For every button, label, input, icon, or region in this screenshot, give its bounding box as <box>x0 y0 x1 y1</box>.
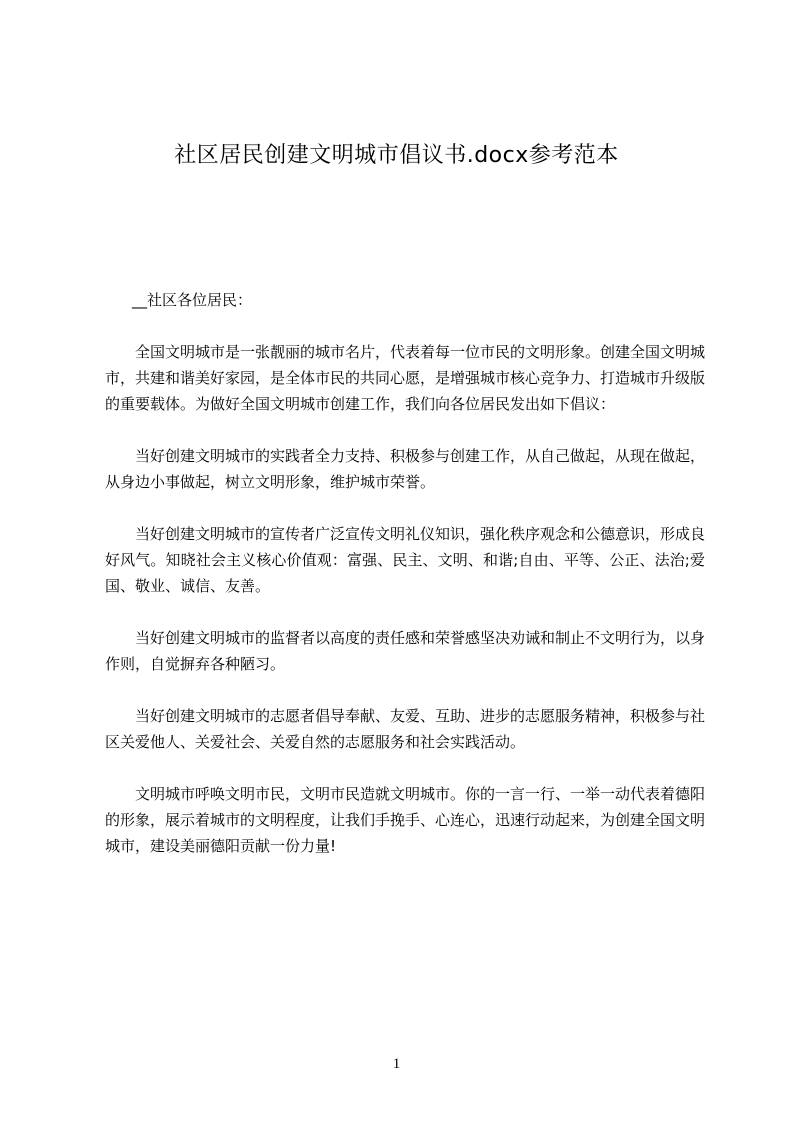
paragraph-practitioner: 当好创建文明城市的实践者全力支持、积极参与创建工作，从自己做起，从现在做起，从身边小事做起，树立文明形象，维护城市荣誉。 <box>105 447 706 491</box>
paragraph-supervisor: 当好创建文明城市的监督者以高度的责任感和荣誉感坚决劝诫和制止不文明行为，以身作则，自觉摒弃各种陋习。 <box>105 629 706 673</box>
salutation: __社区各位居民： <box>132 291 253 309</box>
paragraph-closing: 文明城市呼唤文明市民，文明市民造就文明城市。你的一言一行、一举一动代表着德阳的形象，展示着城市的文明程度，让我们手挽手、心连心，迅速行动起来，为创建全国文明城市，建设美丽德阳贡献一份力量! <box>105 785 706 855</box>
document-body <box>105 287 705 885</box>
document-title: 社区居民创建文明城市倡议书.docx参考范本 <box>174 143 619 168</box>
paragraph-intro: 全国文明城市是一张靓丽的城市名片，代表着每一位市民的文明形象。创建全国文明城市，共建和谐美好家园，是全体市民的共同心愿，是增强城市核心竞争力、打造城市升级版的重要载体。为做好全国文明城市创建工作，我们向各位居民发出如下倡议： <box>105 343 706 413</box>
paragraph-promoter: 当好创建文明城市的宣传者广泛宣传文明礼仪知识，强化秩序观念和公德意识，形成良好风气。知晓社会主义核心价值观：富强、民主、文明、和谐;自由、平等、公正、法治;爱国、敬业、诚信、友善。 <box>105 525 706 595</box>
paragraph-volunteer: 当好创建文明城市的志愿者倡导奉献、友爱、互助、进步的志愿服务精神，积极参与社区关爱他人、关爱社会、关爱自然的志愿服务和社会实践活动。 <box>105 707 706 751</box>
page-number: 1 <box>392 1056 401 1072</box>
